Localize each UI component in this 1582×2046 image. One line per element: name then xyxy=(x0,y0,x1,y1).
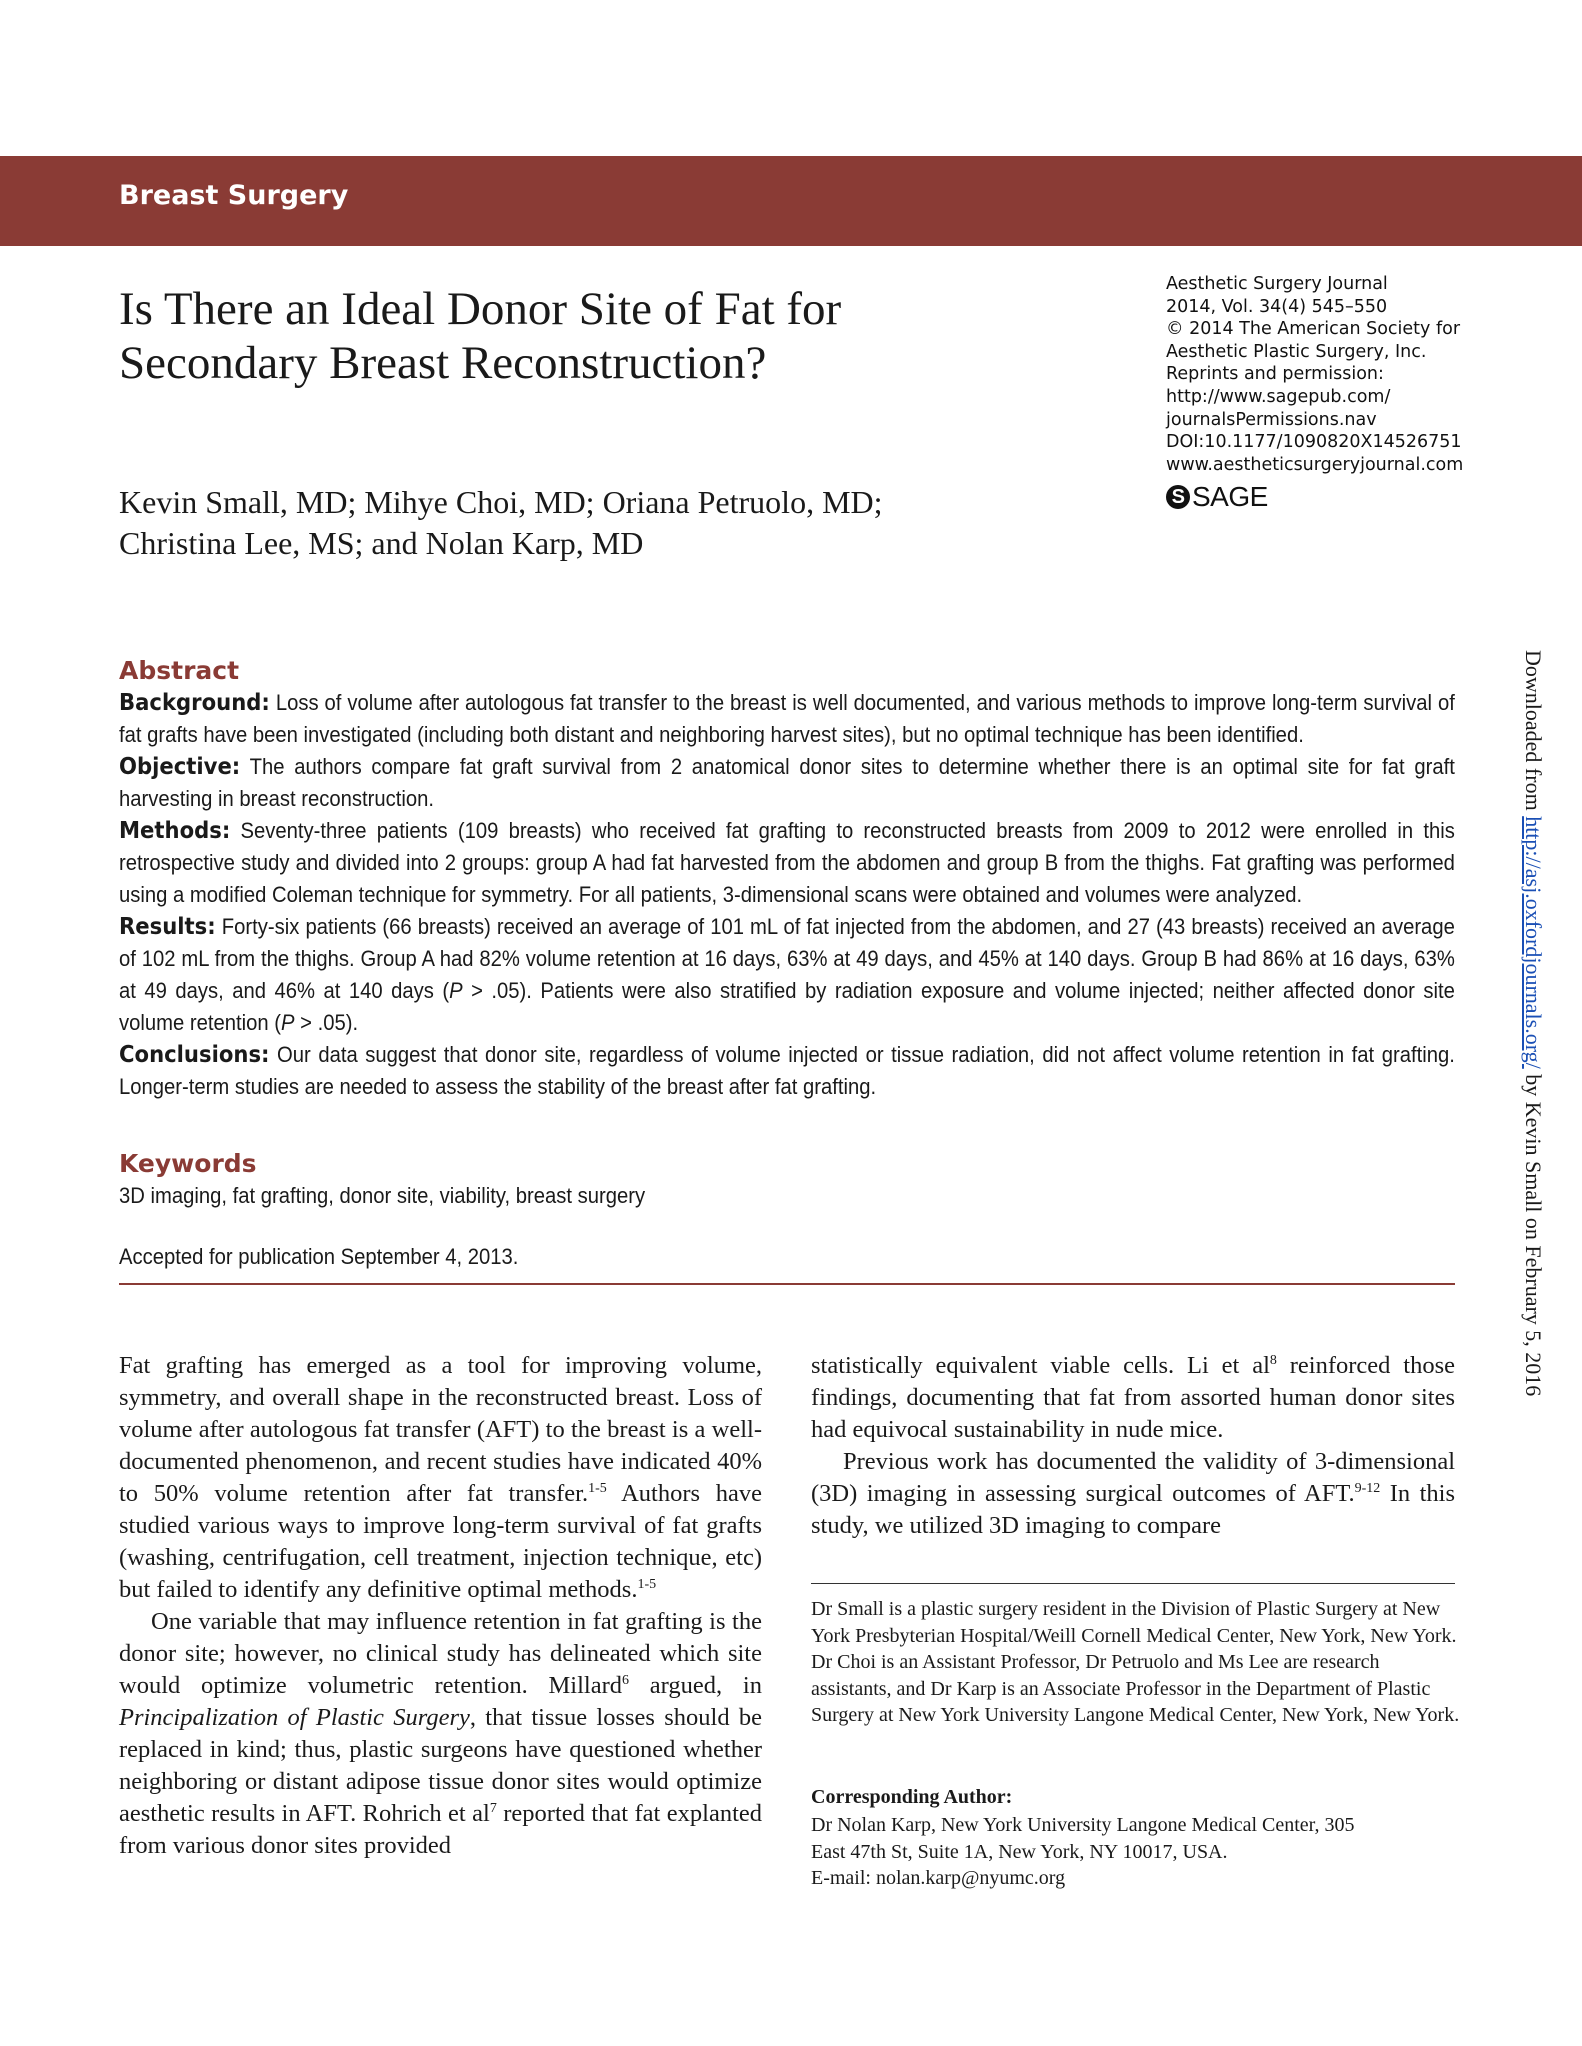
citation: 6 xyxy=(622,1672,629,1688)
citation: 8 xyxy=(1269,1352,1277,1368)
keywords-heading: Keywords xyxy=(119,1149,257,1178)
body-paragraph xyxy=(811,1350,1455,1446)
abstract-methods xyxy=(119,815,1455,911)
conclusions-label: Conclusions: xyxy=(119,1042,270,1068)
results-p-value-2: P xyxy=(281,1010,295,1035)
meta-volume: 2014, Vol. 34(4) 545–550 xyxy=(1166,296,1388,317)
download-note xyxy=(1520,650,1546,1396)
sage-mark-icon: S xyxy=(1166,485,1190,509)
corr-line-1: Dr Nolan Karp, New York University Langone Medical Center, 305 xyxy=(811,1814,1355,1836)
abstract-conclusions xyxy=(119,1039,1455,1103)
section-label: Breast Surgery xyxy=(119,180,349,211)
meta-copyright: © 2014 The American Society for xyxy=(1166,319,1461,340)
results-text-1: Forty-six patients (66 breasts) received an average of 101 mL of fat injected from the abdomen, and 27 (43 breasts) received an average of 102 mL from the thighs. Group A had 82% volume retention at 16 days, 63% at 49 days, and 45% at 140 days. Group B had 86% at 16 days, 63% at 49 days, and 46% at 140 days ( xyxy=(119,914,1455,1003)
body-column-left xyxy=(119,1350,762,1862)
body-text: reinforced those findings, documenting that fat from assorted human donor sites had equivocal sustainability in nude mice. xyxy=(811,1352,1456,1443)
title-line-2: Secondary Breast Reconstruction? xyxy=(119,337,767,389)
sage-wordmark: SAGE xyxy=(1192,481,1268,512)
corresponding-author-heading: Corresponding Author: xyxy=(811,1786,1013,1808)
book-title: Principalization of Plastic Surgery xyxy=(119,1704,470,1731)
body-text: Fat grafting has emerged as a tool for improving volume, symmetry, and overall shape in the reconstructed breast. Loss of volume after autologous fat transfer (AFT) to the breast is a well-documented phenomenon, and recent studies have indicated 40% to 50% volume retention after fat transfer. xyxy=(119,1352,762,1507)
background-label: Background: xyxy=(119,690,270,716)
methods-label: Methods: xyxy=(119,818,231,844)
results-label: Results: xyxy=(119,914,216,940)
body-column-right xyxy=(811,1350,1455,1542)
body-text: , that tissue losses should be replaced in kind; thus, plastic surgeons have questioned whether neighboring or distant adipose tissue donor sites would optimize aesthetic results in AFT. Rohrich et al xyxy=(119,1704,763,1827)
methods-text: Seventy-three patients (109 breasts) who received fat grafting to reconstructed breasts from 2009 to 2012 were enrolled in this retrospective study and divided into 2 groups: group A had fat harvested from the abdomen and group B from the thighs. Fat grafting was performed using a modified Coleman technique for symmetry. For all patients, 3-dimensional scans were obtained and volumes were analyzed. xyxy=(119,818,1455,907)
body-text: One variable that may influence retention in fat grafting is the donor site; however, no clinical study has delineated which site would optimize volumetric retention. Millard xyxy=(119,1608,762,1699)
section-divider xyxy=(119,1283,1455,1285)
corr-line-2: East 47th St, Suite 1A, New York, NY 10017, USA. xyxy=(811,1840,1228,1863)
body-text: argued, in xyxy=(629,1672,762,1699)
article-title xyxy=(119,282,1079,390)
citation: 1-5 xyxy=(588,1480,607,1496)
meta-reprints-url-1[interactable]: http://www.sagepub.com/ xyxy=(1166,386,1391,407)
authors-line-2: Christina Lee, MS; and Nolan Karp, MD xyxy=(119,525,644,561)
conclusions-text: Our data suggest that donor site, regardless of volume injected or tissue radiation, did not affect volume retention in fat grafting. Longer-term studies are needed to assess the stability of the breast after fat grafting. xyxy=(119,1042,1455,1099)
download-note-suffix: by Kevin Small on February 5, 2016 xyxy=(1521,1068,1546,1397)
meta-society: Aesthetic Plastic Surgery, Inc. xyxy=(1166,341,1427,362)
download-note-link[interactable]: http://asj.oxfordjournals.org/ xyxy=(1521,816,1546,1069)
corr-email[interactable]: E-mail: nolan.karp@nyumc.org xyxy=(811,1867,1066,1890)
meta-website[interactable]: www.aestheticsurgeryjournal.com xyxy=(1166,454,1464,475)
body-text: Previous work has documented the validity of 3-dimensional (3D) imaging in assessing surgical outcomes of AFT. xyxy=(811,1448,1455,1507)
citation: 9-12 xyxy=(1354,1480,1381,1496)
keywords-text: 3D imaging, fat grafting, donor site, viability, breast surgery xyxy=(119,1183,646,1208)
body-text: Authors have studied various ways to improve long-term survival of fat grafts (washing, centrifugation, cell treatment, injection technique, etc) but failed to identify any definitive optimal methods. xyxy=(119,1480,762,1603)
body-paragraph xyxy=(119,1606,762,1862)
abstract-heading: Abstract xyxy=(119,656,240,685)
meta-journal: Aesthetic Surgery Journal xyxy=(1166,274,1388,294)
footnote-divider xyxy=(811,1583,1455,1584)
citation: 1-5 xyxy=(637,1576,657,1592)
abstract-background xyxy=(119,687,1455,751)
citation: 7 xyxy=(489,1800,497,1816)
author-list xyxy=(119,482,1019,564)
objective-label: Objective: xyxy=(119,754,241,780)
meta-reprints: Reprints and permission: xyxy=(1166,364,1384,385)
abstract-body xyxy=(119,687,1455,1103)
body-text: reported that fat explanted from various donor sites provided xyxy=(119,1800,762,1859)
body-paragraph xyxy=(119,1350,762,1606)
body-text: In this study, we utilized 3D imaging to compare xyxy=(811,1480,1456,1539)
results-text-2: > .05). Patients were also stratified by radiation exposure and volume injected; neither affected donor site volume retention ( xyxy=(119,978,1455,1035)
title-line-1: Is There an Ideal Donor Site of Fat for xyxy=(119,283,842,335)
results-p-value-1: P xyxy=(449,978,463,1003)
sage-logo xyxy=(1166,481,1268,513)
abstract-results xyxy=(119,911,1455,1039)
objective-text: The authors compare fat graft survival from 2 anatomical donor sites to determine whether there is an optimal site for fat graft harvesting in breast reconstruction. xyxy=(119,754,1455,811)
abstract-objective xyxy=(119,751,1455,815)
journal-meta xyxy=(1166,273,1476,476)
corresponding-author xyxy=(811,1812,1461,1892)
meta-reprints-url-2[interactable]: journalsPermissions.nav xyxy=(1166,409,1377,430)
body-text: statistically equivalent viable cells. Li et al xyxy=(811,1352,1270,1379)
meta-doi[interactable]: DOI:10.1177/1090820X14526751 xyxy=(1166,432,1462,453)
body-paragraph xyxy=(811,1446,1455,1542)
results-text-3: > .05). xyxy=(294,1010,359,1035)
authors-line-1: Kevin Small, MD; Mihye Choi, MD; Oriana Petruolo, MD; xyxy=(119,484,883,520)
accepted-date: Accepted for publication September 4, 2013. xyxy=(119,1244,519,1269)
author-affiliations: Dr Small is a plastic surgery resident in the Division of Plastic Surgery at New York Presbyterian Hospital/Weill Cornell Medical Center, New York, New York. Dr Choi is an Assistant Professor, Dr Petruolo and Ms Lee are research assistants, and Dr Karp is an Associate Professor in the Department of Plastic Surgery at New York University Langone Medical Center, New York, New York. xyxy=(811,1598,1460,1727)
background-text: Loss of volume after autologous fat transfer to the breast is well documented, and various methods to improve long-term survival of fat grafts have been investigated (including both distant and neighboring harvest sites), but no optimal technique has been identified. xyxy=(119,690,1455,747)
download-note-prefix: Downloaded from xyxy=(1521,650,1546,817)
